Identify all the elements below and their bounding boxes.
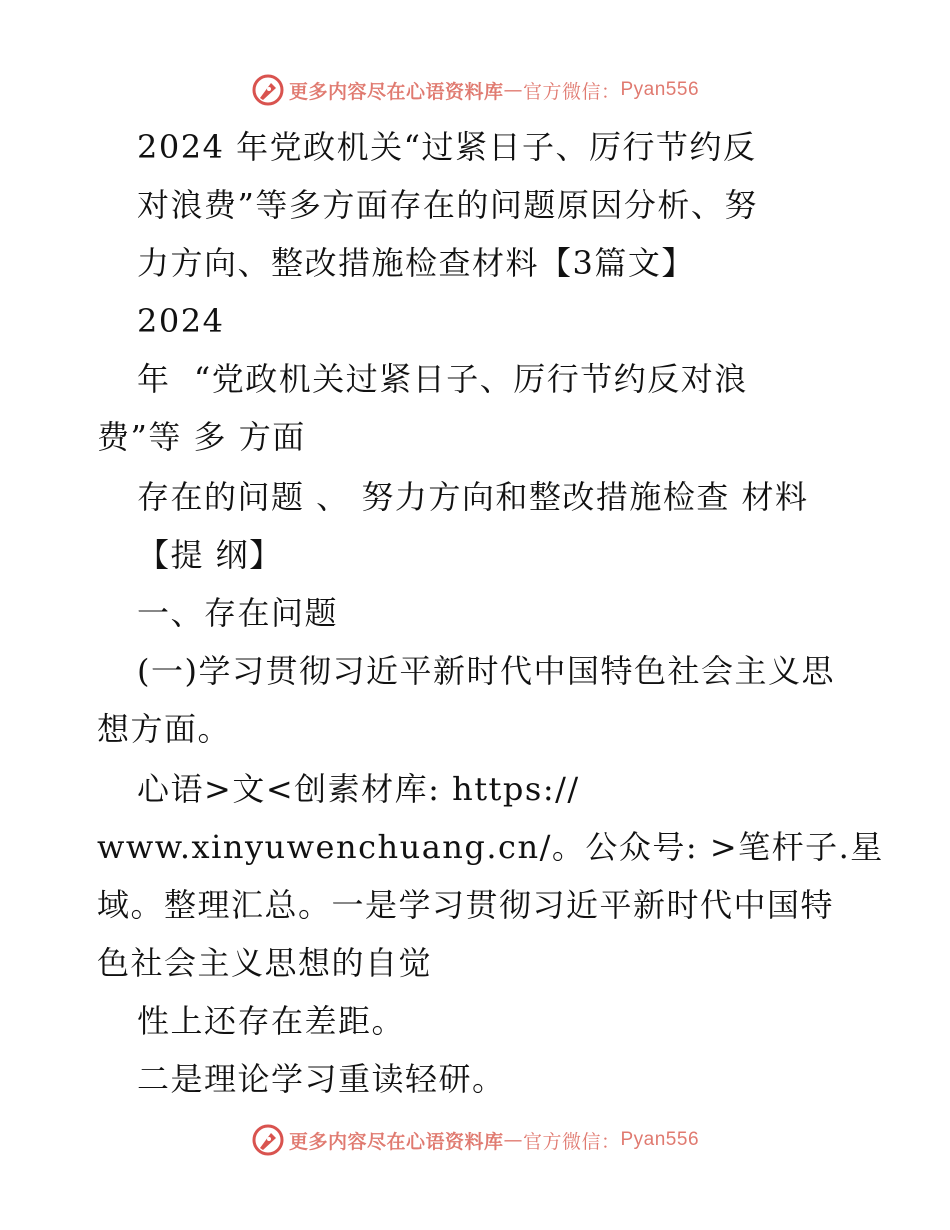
watermark-separator: — [503,1129,523,1151]
header-watermark [0,70,950,110]
paragraph-line: 二是理论学习重读轻研。 [137,1060,506,1098]
paragraph-line: www.xinyuwenchuang.cn/。公众号: >笔杆子.星 [97,828,884,866]
paragraph-line: 2024 [137,302,225,340]
title-line-1: 2024 年党政机关“过紧日子、厉行节约反 [137,128,757,166]
watermark-wechat-id: Pyan556 [620,79,700,100]
watermark-main-text: 更多内容尽在心语资料库 [288,1130,504,1153]
title-line-2: 对浪费”等多方面存在的问题原因分析、努 [137,186,758,224]
watermark-separator: — [503,79,523,101]
subsection-heading: (一)学习贯彻习近平新时代中国特色社会主义思 [137,652,835,690]
paragraph-line: 色社会主义思想的自觉 [97,944,433,982]
pen-nib-circle-icon [251,73,285,107]
section-heading: 一、存在问题 [137,594,339,632]
paragraph-line: 年 “党政机关过紧日子、厉行节约反对浪 [137,360,748,398]
title-line-3: 力方向、整改措施检查材料【3篇文】 [137,244,695,282]
paragraph-line: 存在的问题 、 努力方向和整改措施检查 材料 [137,478,809,516]
footer-watermark [0,1120,950,1160]
outline-heading: 【提 纲】 [137,536,283,574]
watermark-wechat-id: Pyan556 [620,1129,700,1150]
paragraph-line: 域。整理汇总。一是学习贯彻习近平新时代中国特 [97,886,835,924]
paragraph-line: 想方面。 [97,710,232,748]
watermark-main-text: 更多内容尽在心语资料库 [288,80,504,103]
paragraph-line: 性上还存在差距。 [137,1002,406,1040]
paragraph-line: 心语>文<创素材库: https:// [137,770,580,808]
watermark-contact-label: 官方微信： [522,1130,621,1153]
paragraph-line: 费”等 多 方面 [97,418,306,456]
pen-nib-circle-icon [251,1123,285,1157]
watermark-contact-label: 官方微信： [522,80,621,103]
